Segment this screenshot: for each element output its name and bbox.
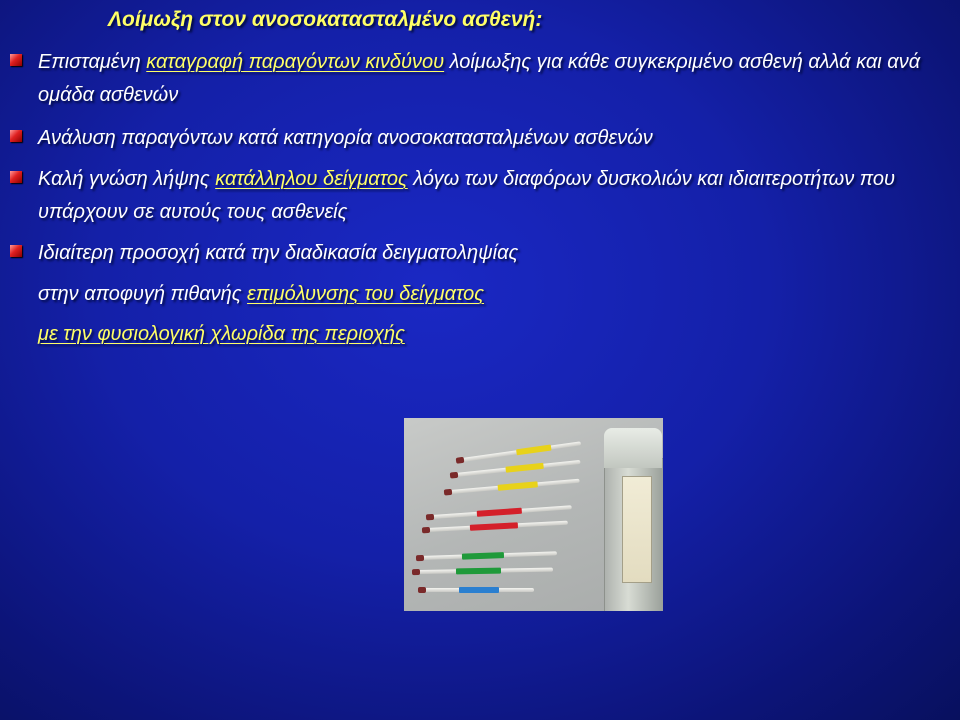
specimen-tube (422, 551, 557, 560)
specimen-tube (432, 505, 572, 519)
tube-color-band (459, 587, 499, 593)
bullet-sample (38, 163, 938, 229)
line-highlight: με την φυσιολογική χλωρίδα της περιοχής (38, 323, 405, 345)
tube-cap (426, 514, 434, 521)
bullet-square-icon (10, 245, 22, 257)
tube-cap (422, 527, 430, 533)
specimen-tube (456, 460, 581, 477)
tube-holder-slot (622, 476, 652, 583)
tube-color-band (516, 445, 551, 456)
specimen-tube (462, 441, 581, 462)
contamination-line (38, 278, 484, 311)
bullet-sampling-care (38, 237, 938, 270)
bullet-square-icon (10, 130, 22, 142)
bullet-square-icon (10, 171, 22, 183)
bullet-highlight: καταγραφή παραγόντων κινδύνου (146, 51, 445, 73)
tube-cap (456, 457, 465, 464)
bullet-analysis (38, 122, 938, 155)
tube-color-band (498, 481, 538, 490)
tube-cap (412, 569, 420, 575)
line-text: στην αποφυγή πιθανής (38, 283, 248, 305)
tube-color-band (456, 568, 501, 575)
bullet-text: Ιδιαίτερη προσοχή κατά την διαδικασία δειγματοληψίας (38, 242, 519, 264)
tube-color-band (477, 508, 522, 517)
tube-color-band (462, 552, 504, 559)
bullet-square-icon (10, 54, 22, 66)
line-highlight: επιμόλυνσης του δείγματος (247, 283, 485, 305)
bullet-text: Καλή γνώση λήψης (38, 168, 216, 190)
flora-line (38, 318, 405, 351)
specimen-tube (418, 568, 553, 574)
specimen-tube (450, 479, 580, 494)
specimen-tube (428, 521, 568, 532)
bullet-risk-factors (38, 46, 938, 112)
tube-cap (416, 555, 424, 561)
tube-cap (444, 489, 452, 496)
slide-title: Λοίμωξη στον ανοσοκατασταλμένο ασθενή: (108, 8, 543, 31)
tube-color-band (505, 463, 543, 473)
bullet-text: λόγω των διαφόρων δυσκολιών και ιδιαιτεροτήτων που υπάρχουν σε αυτούς τους ασθενείς (38, 168, 896, 223)
tube-cap (450, 472, 459, 479)
bullet-text: λοίμωξης για κάθε συγκεκριμένο ασθενή αλλά και ανά ομάδα ασθενών (38, 51, 921, 106)
tube-cap (418, 587, 426, 593)
tube-holder-lid (604, 428, 662, 468)
bullet-text: Επισταμένη (38, 51, 147, 73)
bullet-highlight: κατάλληλου δείγματος (215, 168, 408, 190)
specimen-tube (424, 588, 534, 592)
bullet-text: Ανάλυση παραγόντων κατά κατηγορία ανοσοκατασταλμένων ασθενών (38, 127, 653, 149)
tube-color-band (470, 522, 518, 531)
specimen-tubes-photo (404, 418, 663, 611)
